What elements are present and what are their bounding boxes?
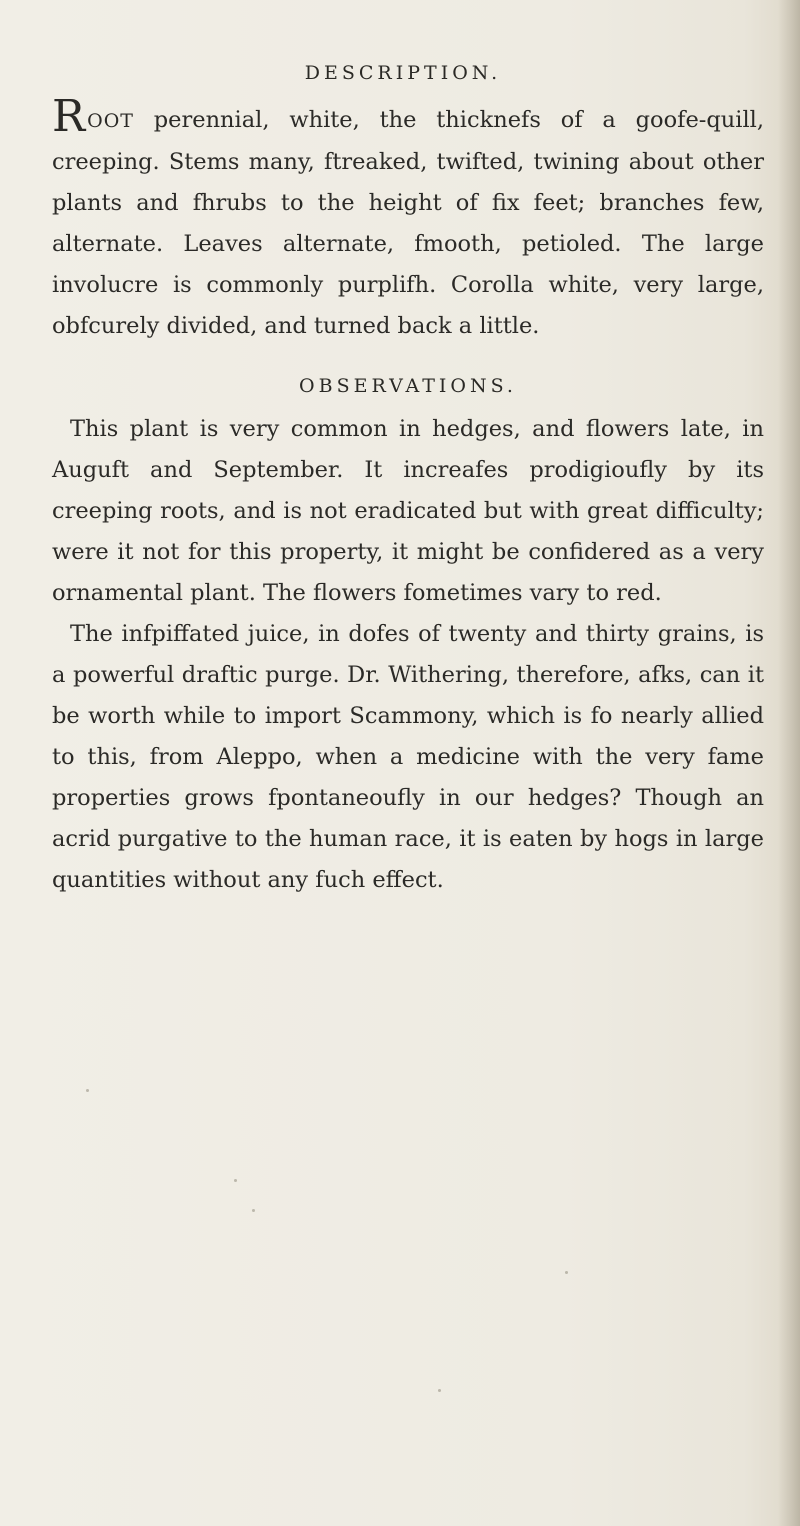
paper-speck xyxy=(234,1179,237,1182)
page-content xyxy=(52,62,764,901)
observations-paragraph-2: The infpiffated juice, in dofes of twenty and thirty grains, is a powerful draftic purge. Dr. Withering, therefore, afks, can it be worth while to import Scammony, which is fo nearly allied to this, from Aleppo, when a medicine with the very fame properties grows fpontaneoufly in our hedges? Though an acrid purgative to the human race, it is eaten by hogs in large quantities without any fuch effect. xyxy=(52,621,764,893)
observations-paragraph-1: This plant is very common in hedges, and flowers late, in Auguft and September. It increafes prodigioufly by its creeping roots, and is not eradicated but with great difficulty; were it not for this property, it might be confidered as a very ornamental plant. The flowers fometimes vary to red. xyxy=(52,416,764,606)
drop-cap: R xyxy=(52,91,86,142)
observations-heading: OBSERVATIONS. xyxy=(299,375,517,397)
paper-speck xyxy=(252,1209,255,1212)
paper-speck xyxy=(438,1389,441,1392)
description-paragraph xyxy=(52,91,764,347)
description-text: perennial, white, the thicknefs of a goofe-quill, creeping. Stems many, ftreaked, twifted, twining about other plants and fhrubs to the height of fix feet; branches few, alternate. Leaves alternate, fmooth, petioled. The large involucre is commonly purplifh. Corolla white, very large, obfcurely divided, and turned back a little. xyxy=(52,107,764,339)
page-edge-shadow xyxy=(778,0,800,1526)
paper-speck xyxy=(565,1271,568,1274)
paper-speck xyxy=(86,1089,89,1092)
lead-word-rest: OOT xyxy=(87,110,134,132)
description-heading: DESCRIPTION. xyxy=(304,62,502,84)
